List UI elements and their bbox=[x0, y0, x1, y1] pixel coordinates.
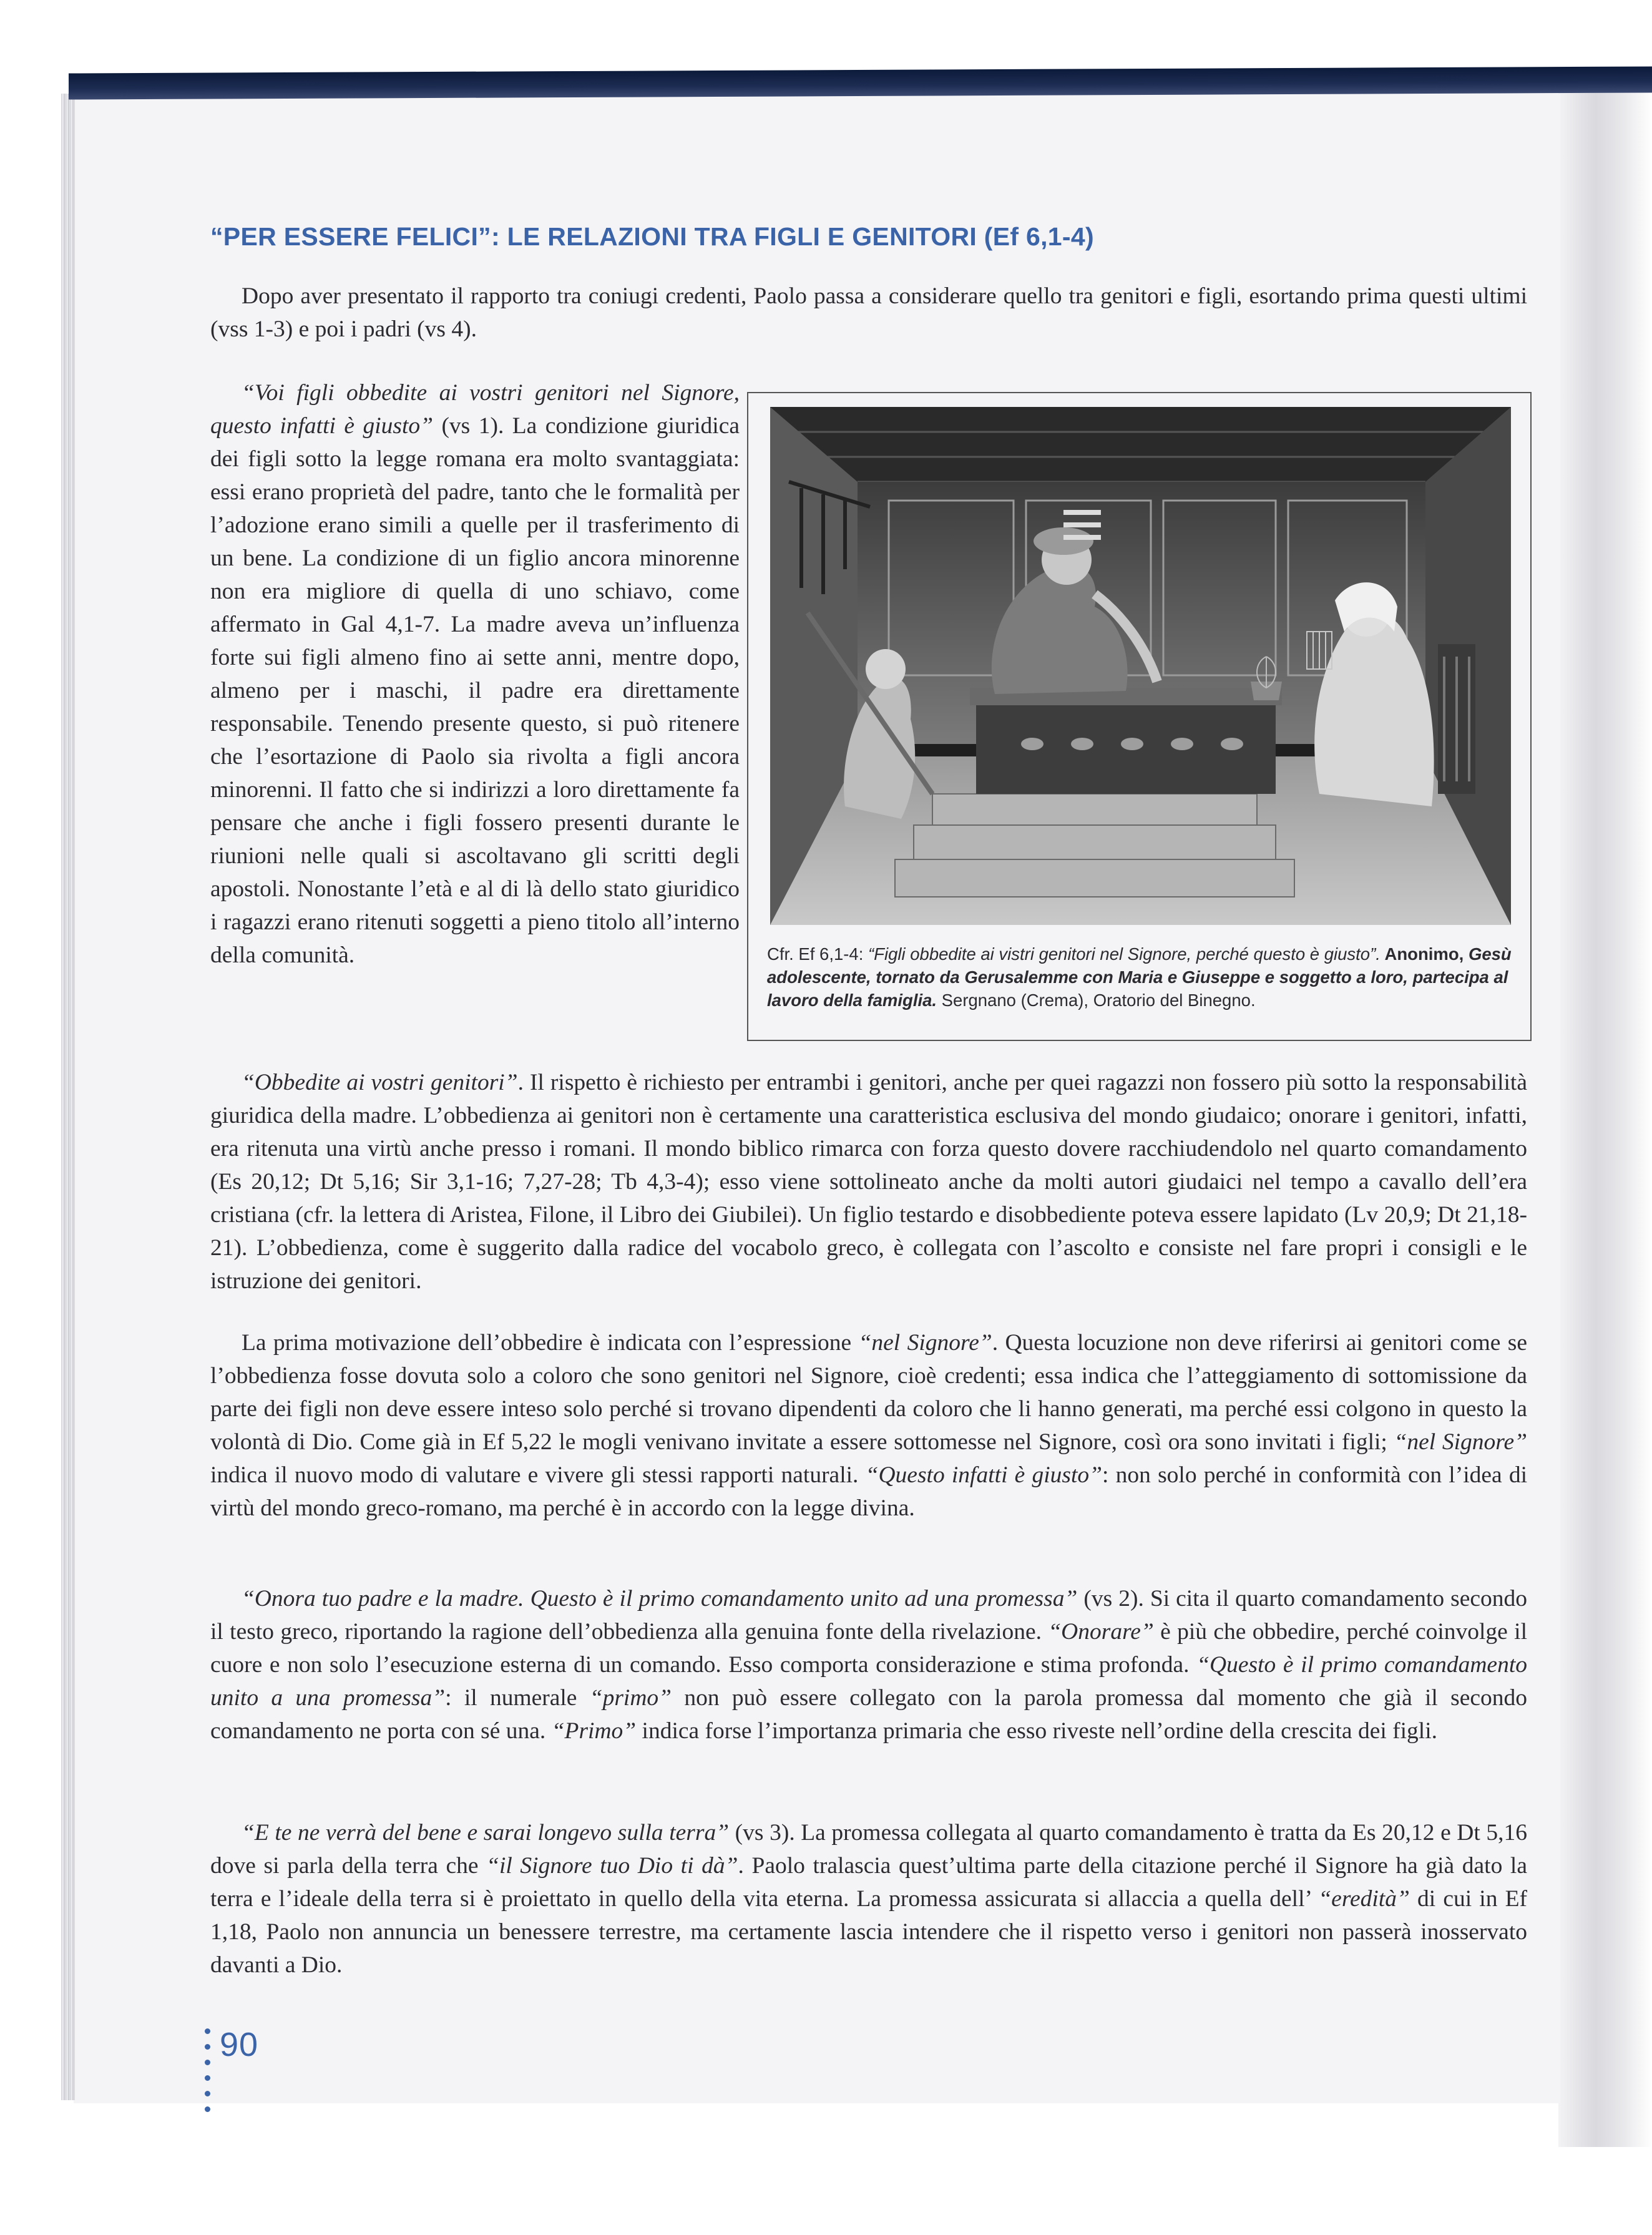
dot bbox=[205, 2091, 210, 2096]
paragraph-2 bbox=[210, 1326, 1527, 1525]
caption-location: Sergnano (Crema), Oratorio del Binegno. bbox=[937, 990, 1256, 1010]
dot bbox=[205, 2044, 210, 2050]
paragraph-3 bbox=[210, 1582, 1527, 1748]
paragraph-1-text: (vs 1). La condizione giuridica dei figli sotto la legge romana era molto svantaggiata: essi erano proprietà del padre, tanto che le formalità per l’adozione erano simili a quelle per il trasferimento di un bene. La condizione di un figlio ancora minorenne non era migliore di quella di uno schiavo, come affermato in Gal 4,1-7. La madre aveva un’influenza forte sui figli almeno fino ai sette anni, mentre dopo, almeno per i maschi, il padre era direttamente responsabile. Tenendo presente questo, si può ritenere che l’esortazione di Paolo sia rivolta a figli ancora minorenni. Il fatto che si indirizzi a loro direttamente fa pensare che anche i figli fossero presenti durante le riunioni nelle quali si ascoltavano gli scritti degli apostoli. Nonostante l’età e al di là dello stato giuridico i ragazzi erano ritenuti soggetti a pieno titolo all’interno della comunità. bbox=[210, 413, 740, 968]
paragraph-3-text-e: indica forse l’importanza primaria che esso riveste nell’ordine della crescita dei figli. bbox=[636, 1718, 1438, 1744]
quote-voi-figli: “Voi figli obbedite ai vostri genitori nel Signore, questo infatti è giusto” bbox=[210, 380, 740, 439]
quote-nel-signore: “nel Signore” bbox=[858, 1330, 992, 1356]
quote-questo-giusto: “Questo infatti è giusto” bbox=[865, 1462, 1103, 1488]
dot bbox=[205, 2075, 210, 2081]
paragraph-3-text-b: è più che obbedire, perché coinvolge il cuore e non solo l’esecuzione esterna di un comando. Esso comporta considerazione e stima profonda. bbox=[210, 1619, 1527, 1678]
dot bbox=[205, 2060, 210, 2065]
figure-box bbox=[747, 392, 1532, 1041]
quote-onora: “Onora tuo padre e la madre. Questo è il primo comandamento unito ad una promessa” bbox=[242, 1586, 1078, 1611]
paragraph-1-continuation bbox=[210, 1066, 1527, 1298]
paragraph-4-text-c: di cui in Ef 1,18, Paolo non annuncia un benessere terrestre, ma certamente lascia intendere che il rispetto verso i genitori non passerà inosservato davanti a Dio. bbox=[210, 1886, 1527, 1978]
intro-paragraph: Dopo aver presentato il rapporto tra coniugi credenti, Paolo passa a considerare quello tra genitori e figli, esortando prima questi ultimi (vss 1-3) e poi i padri (vs 4). bbox=[210, 283, 1527, 342]
dot bbox=[205, 2028, 210, 2034]
paragraph-4-text-b: . Paolo tralascia quest’ultima parte della citazione perché il Signore ha già dato la terra e l’ideale della terra si è proiettato in quello della vita eterna. La promessa assicurata si allaccia a quella dell’ bbox=[210, 1853, 1527, 1912]
paragraph-3-text-a: (vs 2). Si cita il quarto comandamento secondo il testo greco, riportando la ragione dell’obbedienza alla genuina fonte della rivelazione. bbox=[210, 1586, 1527, 1645]
quote-il-signore-tuo-dio: “il Signore tuo Dio ti dà” bbox=[486, 1853, 738, 1879]
paragraph-1-continuation-text: . Il rispetto è richiesto per entrambi i genitori, anche per quei ragazzi non fossero più sotto la responsabilità giuridica della madre. L’obbedienza ai genitori non è certamente una caratteristica esclusiva del mondo giudaico; onorare i genitori, infatti, era ritenuta una virtù anche presso i romani. Il mondo biblico rimarca con forza questo dovere racchiudendolo nel quarto comandamento (Es 20,12; Dt 5,16; Sir 3,1-16; 7,27-28; Tb 4,3-4); esso viene sottolineato anche da molti autori giudaici nel tempo a cavallo dell’era cristiana (cfr. la lettera di Aristea, Filone, il Libro dei Giubilei). Un figlio testardo e disobbediente poteva essere lapidato (Lv 20,9; Dt 21,18-21). L’obbedienza, come è suggerito dalla radice del vocabolo greco, è collegata con l’ascolto e consiste nel fare propri i consigli e le istruzione dei genitori. bbox=[210, 1070, 1528, 1294]
paragraph-3-text-c: : il numerale bbox=[445, 1685, 590, 1711]
caption-reference: Cfr. Ef 6,1-4: bbox=[767, 944, 869, 964]
paragraph-2-text-b: . Questa locuzione non deve riferirsi ai genitori come se l’obbedienza fosse dovuta solo a coloro che sono genitori nel Signore, cioè credenti; essa indica che l’atteggiamento di sottomissione da parte dei figli non deve essere inteso solo perché si trovano dipendenti da coloro che li hanno generati, ma perché essi colgono in questo la volontà di Dio. Come già in Ef 5,22 le mogli venivano invitate a essere sottomesse nel Signore, così ora sono invitati i figli; bbox=[210, 1330, 1527, 1455]
page-edge-right bbox=[1558, 87, 1652, 2147]
quote-obbedite: “Obbedite ai vostri genitori” bbox=[242, 1070, 518, 1095]
paragraph-2-text-c: indica il nuovo modo di valutare e vivere gli stessi rapporti naturali. bbox=[210, 1462, 866, 1488]
page-edge-left bbox=[61, 94, 75, 2100]
paragraph-1-left-column bbox=[210, 376, 740, 972]
paragraph-4 bbox=[210, 1816, 1527, 1982]
page-number-dots bbox=[205, 2028, 213, 2128]
caption-author: Anonimo, bbox=[1380, 944, 1469, 964]
figure-caption bbox=[767, 942, 1513, 1012]
quote-primo-comandamento: “Questo è il primo comandamento unito a una promessa” bbox=[210, 1652, 1527, 1711]
caption-quote: “Figli obbedite ai vistri genitori nel Signore, perché questo è giusto”. bbox=[868, 944, 1381, 964]
painting-illustration-icon bbox=[770, 407, 1511, 925]
quote-te-ne-verra: “E te ne verrà del bene e sarai longevo sulla terra” bbox=[242, 1820, 730, 1846]
paragraph-4-text-a: (vs 3). La promessa collegata al quarto comandamento è tratta da Es 20,12 e Dt 5,16 dove si parla della terra che bbox=[210, 1820, 1527, 1879]
section-title: “PER ESSERE FELICI”: LE RELAZIONI TRA FIGLI E GENITORI (Ef 6,1-4) bbox=[210, 222, 1094, 251]
caption-artwork-title: Gesù adolescente, tornato da Gerusalemme con Maria e Giuseppe e soggetto a loro, partecipa al lavoro della famiglia. bbox=[767, 944, 1512, 1010]
quote-nel-signore-2: “nel Signore” bbox=[1394, 1429, 1527, 1455]
paragraph-2-text-d: : non solo perché in conformità con l’idea di virtù del mondo greco-romano, ma perché è in accordo con la legge divina. bbox=[210, 1462, 1528, 1521]
quote-onorare: “Onorare” bbox=[1048, 1619, 1154, 1645]
page-number: 90 bbox=[220, 2026, 259, 2063]
painting-image bbox=[770, 407, 1511, 925]
quote-eredita: “eredità” bbox=[1318, 1886, 1410, 1912]
paragraph-3-text-d: non può essere collegato con la parola promessa dal momento che già il secondo comandamento ne porta con sé una. bbox=[210, 1685, 1528, 1744]
paragraph-2-text-a: La prima motivazione dell’obbedire è indicata con l’espressione bbox=[242, 1330, 859, 1356]
quote-primo-2: “Primo” bbox=[551, 1718, 637, 1744]
quote-primo: “primo” bbox=[589, 1685, 672, 1711]
dot bbox=[205, 2106, 210, 2112]
